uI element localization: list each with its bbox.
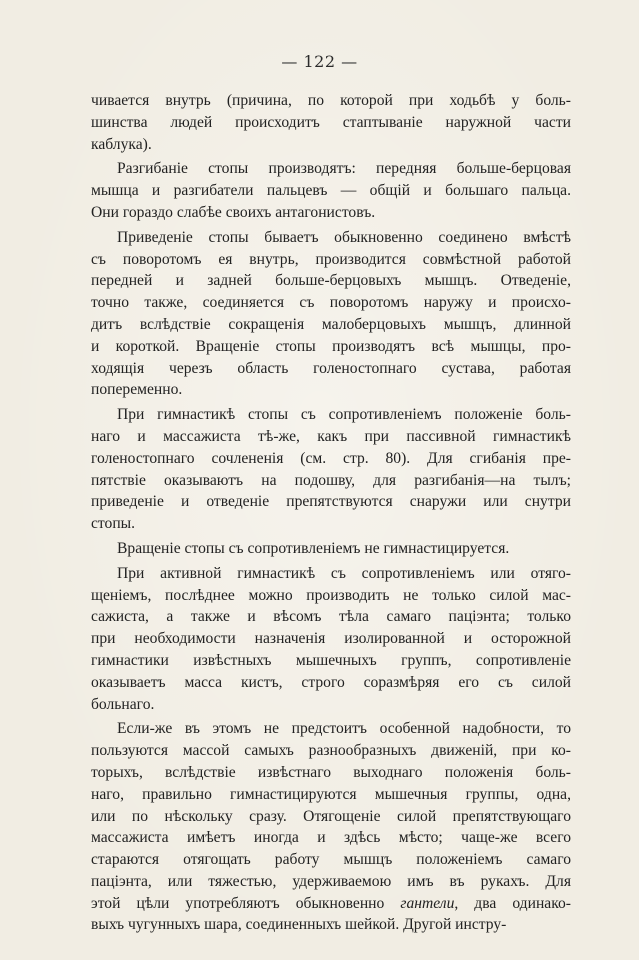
text-line: точно также, соединяется съ поворотомъ наружу и происхо- [91,294,571,312]
text-line: дитъ вслѣдствіе сокращенія малоберцовыхъ мышцъ, длинной [91,315,571,333]
text-line: ходящія черезъ область голеностопнаго сустава, работая [91,359,571,377]
text-line: Приведеніе стопы бываетъ обыкновенно соединено вмѣстѣ [117,228,571,246]
text-line: сажиста, а также и вѣсомъ тѣла самаго паціэнта; только [91,608,571,626]
paragraph [91,718,571,936]
text-line: паціэнта, или тяжестью, удерживаемою имъ въ рукахъ. Для [91,872,571,890]
paragraph [91,538,571,560]
text-line: съ поворотомъ ея внутрь, производится совмѣстной работой [91,250,571,268]
text-line: стопы. [91,515,136,533]
text-line: этой цѣли употребляютъ обыкновенно гантели, два одинако- [91,894,571,912]
text-line: пользуются массой самыхъ разнообразныхъ движеній, при ко- [91,742,571,760]
paragraph [91,90,571,155]
text-line: мышца и разгибатели пальцевъ — общій и большаго пальца. [91,182,571,200]
text-line: или по нѣскольку сразу. Отягощеніе силой препятствующаго [91,807,571,825]
body-text [91,90,571,936]
page-number: — 122 — [281,52,358,71]
text-line: каблука). [91,135,152,153]
paragraph [91,563,571,716]
text-line: голеностопнаго сочлененія (см. стр. 80). Для сгибанія пре- [91,449,571,467]
text-line: при необходимости назначенія изолированной и осторожной [91,630,571,648]
emphasized-term: гантели [400,894,455,912]
text-line: стараются отягощать работу мышцъ положеніемъ самаго [91,851,571,869]
text-line: массажиста имѣетъ иногда и здѣсь мѣсто; чаще-же всего [91,829,571,847]
text-line: гимнастики извѣстныхъ мышечныхъ группъ, сопротивленіе [91,651,571,669]
text-line: оказываетъ масса кистъ, строго соразмѣряя его съ силой [91,673,571,691]
text-line: Разгибаніе стопы производятъ: передняя больше-берцовая [117,160,571,178]
text-line: Вращеніе стопы съ сопротивленіемъ не гимнастицируется. [117,539,510,557]
text-line: торыхъ, вслѣдствіе извѣстнаго выходнаго положенія боль- [91,763,571,781]
paragraph [91,404,571,535]
text-line: Если-же въ этомъ не предстоитъ особенной надобности, то [117,720,571,738]
text-line: наго, правильно гимнастицируются мышечныя группы, одна, [91,785,571,803]
text-line: шинства людей происходитъ стаптываніе наружной части [91,113,571,131]
text-line: больнаго. [91,695,155,713]
text-line: и короткой. Вращеніе стопы производятъ всѣ мышцы, про- [91,337,571,355]
text-line: выхъ чугунныхъ шара, соединенныхъ шейкой. Другой инстру- [91,916,507,934]
text-line: При активной гимнастикѣ съ сопротивленіемъ или отяго- [117,564,571,582]
text-line: попеременно. [91,381,183,399]
text-line: передней и задней больше-берцовыхъ мышцъ. Отведеніе, [91,272,571,290]
text-line: наго и массажиста тѣ-же, какъ при пассивной гимнастикѣ [91,427,571,445]
text-line: чивается внутрь (причина, по которой при ходьбѣ у боль- [91,92,571,109]
paragraph [91,227,571,401]
text-line: При гимнастикѣ стопы съ сопротивленіемъ положеніе боль- [117,406,571,424]
text-line: приведеніе и отведеніе препятствуются снаружи или снутри [91,493,571,511]
text-line: пятствіе оказываютъ на подошву, для разгибанія—на тылъ; [91,471,571,489]
text-line: Они гораздо слабѣе своихъ антагонистовъ. [91,203,376,221]
paragraph [91,158,571,223]
text-line: щеніемъ, послѣднее можно производить не только силой мас- [91,586,571,604]
